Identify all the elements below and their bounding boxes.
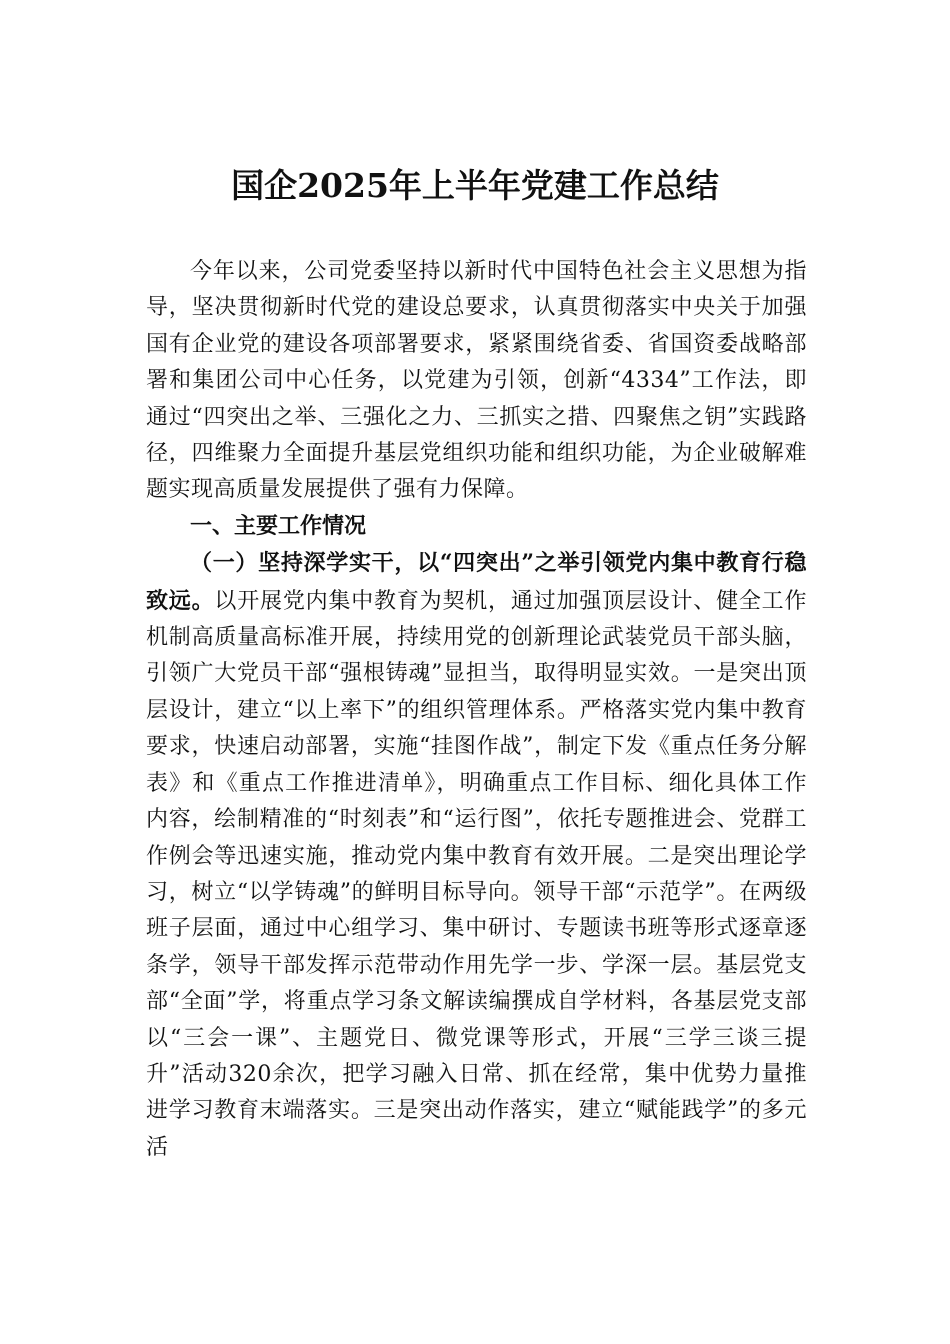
subsection-title: （一）坚持深学实干，以“四突出”之举引领党内集中教育行稳致远。 xyxy=(146,550,807,614)
subsection-body: 以开展党内集中教育为契机，通过加强顶层设计、健全工作机制高质量高标准开展，持续用党的创新理论武装党员干部头脑，引领广大党员干部“强根铸魂”显担当，取得明显实效。一是突出顶层设计，建立“以上率下”的组织管理体系。严格落实党内集中教育要求，快速启动部署，实施“挂图作战”，制定下发《重点任务分解表》和《重点工作推进清单》，明确重点工作目标、细化具体工作内容，绘制精准的“时刻表”和“运行图”，依托专题推进会、党群工作例会等迅速实施，推动党内集中教育有效开展。二是突出理论学习，树立“以学铸魂”的鲜明目标导向。领导干部“示范学”。在两级班子层面，通过中心组学习、集中研讨、专题读书班等形式逐章逐条学，领导干部发挥示范带动作用先学一步、学深一层。基层党支部“全面”学，将重点学习条文解读编撰成自学材料，各基层党支部以“三会一课”、主题党日、微党课等形式，开展“三学三谈三提升”活动320余次，把学习融入日常、抓在经常，集中优势力量推进学习教育末端落实。三是突出动作落实，建立“赋能践学”的多元活 xyxy=(146,588,807,1160)
section-heading: 一、主要工作情况 xyxy=(190,513,367,539)
subsection-paragraph xyxy=(146,545,807,1166)
document-body xyxy=(146,254,807,1166)
intro-paragraph: 今年以来，公司党委坚持以新时代中国特色社会主义思想为指导，坚决贯彻新时代党的建设总要求，认真贯彻落实中央关于加强国有企业党的建设各项部署要求，紧紧围绕省委、省国资委战略部署和集团公司中心任务，以党建为引领，创新“4334”工作法，即通过“四突出之举、三强化之力、三抓实之措、四聚焦之钥”实践路径，四维聚力全面提升基层党组织功能和组织功能，为企业破解难题实现高质量发展提供了强有力保障。 xyxy=(146,259,807,503)
document-title: 国企2025年上半年党建工作总结 xyxy=(231,166,719,205)
